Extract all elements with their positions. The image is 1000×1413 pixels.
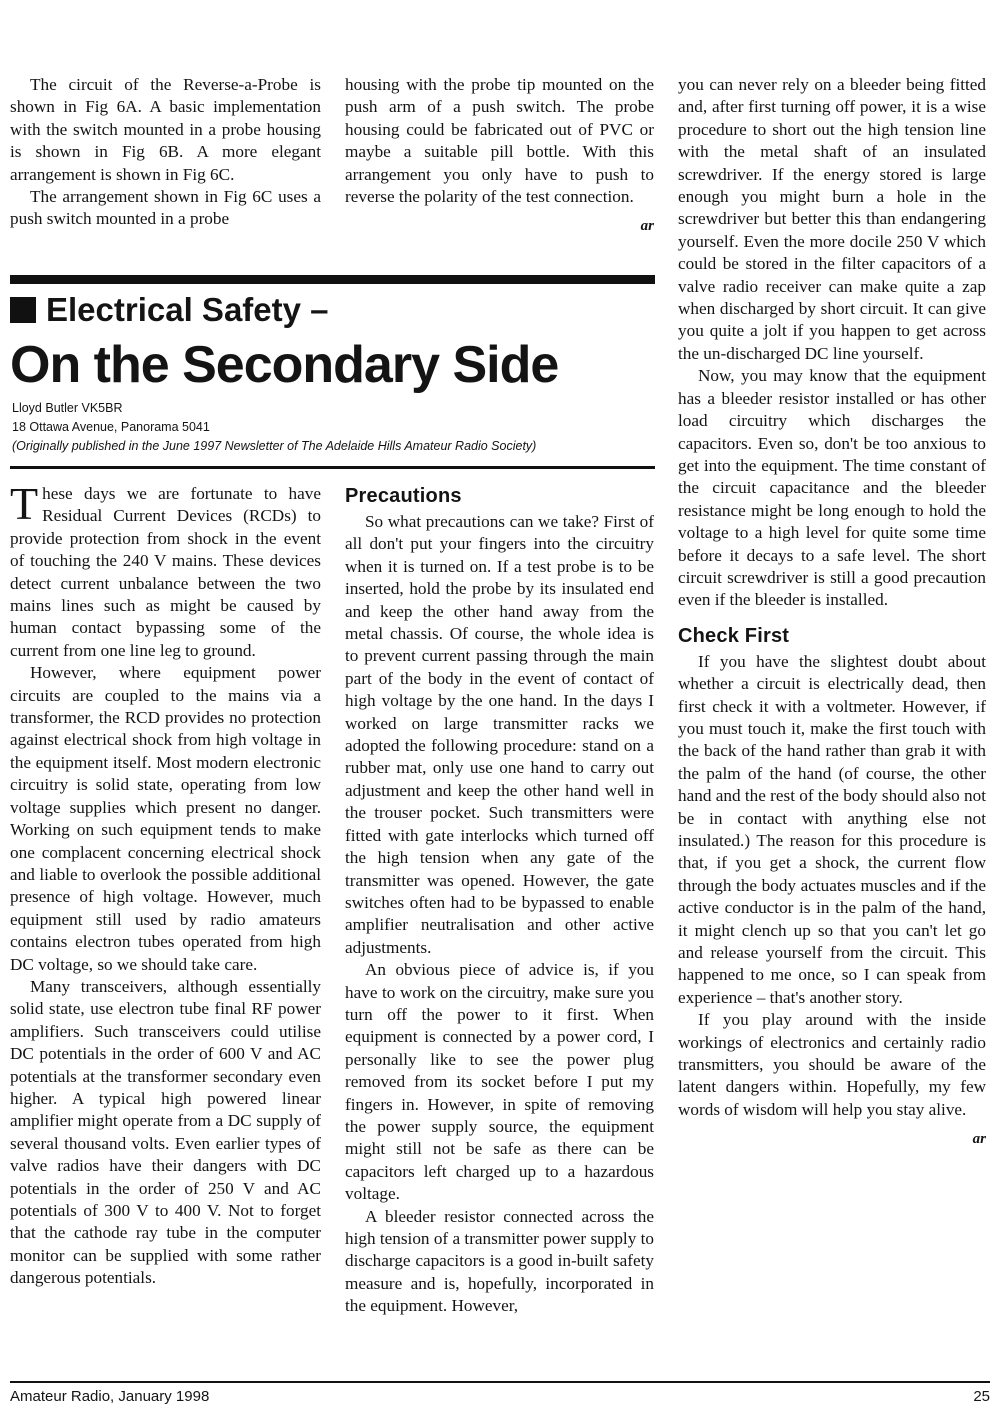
col3-paragraph: you can never rely on a bleeder being fitted and, after first turning off power, it is a wise procedure to short out the high tension line with the metal shaft of an insulated screwdriver. If the energy stored is large enough you might burn a hole in the screwdriver but better this than endangering yourself. Even the more docile 250 V which could be stored in the filter capacitors of a valve radio receiver can make quite a zap when discharged by short circuit. It can give you quite a jolt if you happen to get across the un-discharged DC line yourself. — [678, 75, 986, 363]
footer-rule — [10, 1381, 990, 1383]
author: Lloyd Butler VK5BR — [12, 401, 123, 415]
byline — [12, 399, 652, 456]
col2-paragraph: So what precautions can we take? First of all don't put your fingers into the circuitry when it is turned on. If a test probe is to be inserted, hold the probe by its insulated end and keep the other hand away from the metal chassis. Of course, the whole idea is to prevent current passing through the main part of the body in the event of contact of high voltage by the one hand. In the days I worked on large transmitter racks we adopted the following procedure: stand on a rubber mat, only use one hand to carry out adjustment and keep the other hand well in the trouser pocket. Such transmitters were fitted with gate interlocks which turned off the high tension when any gate of the transmitter was opened. However, the gate switches often had to be bypassed to enable amplifier neutralisation and other active adjustments. — [345, 512, 654, 957]
col3-paragraph: If you have the slightest doubt about whether a circuit is electrically dead, then first check it with a voltmeter. However, if you must touch it, make the first touch with the back of the hand rather than grab it with the palm of the hand (of course, the other hand and the rest of the body should also not be in contact with anything else not insulated.) The reason for this procedure is that, if you get a shock, the current flow through the body actuates muscles and if the active conductor is in the palm of the hand, it might clench up so that you can't let go and release yourself from the circuit. This happened to me once, so I can speak from experience – that's another story. — [678, 651, 986, 1007]
col1-paragraph — [10, 478, 321, 662]
column-2 — [345, 484, 654, 1318]
square-bullet-icon — [10, 297, 36, 323]
column-3 — [678, 74, 986, 1149]
col3-paragraph: If you play around with the inside workings of electronics and certainly radio transmitters, you should be aware of the latent dangers within. Hopefully, my few words of wisdom will help you stay alive. — [678, 1010, 986, 1119]
col2-paragraph: A bleeder resistor connected across the high tension of a transmitter power supply to discharge capacitors is a good in-built safety measure and is, hopefully, incorporated in the equipment. However, — [345, 1206, 654, 1316]
prev-article-paragraph: The arrangement shown in Fig 6C uses a push switch mounted in a probe — [10, 187, 321, 229]
col2-paragraph: An obvious piece of advice is, if you have to work on the circuitry, make sure you turn off the power to it first. When equipment is connected by a power cord, I personally like to see the power plug removed from its socket before I put my fingers in. However, in spite of removing the power supply source, the equipment might still not be safe as there can be capacitors left charged up to a hazardous voltage. — [345, 960, 654, 1204]
origin-note: (Originally published in the June 1997 Newsletter of The Adelaide Hills Amateur Radio Society) — [12, 439, 537, 453]
heading-precautions: Precautions — [345, 485, 462, 507]
drop-cap: T — [10, 478, 39, 529]
heading-check-first: Check First — [678, 624, 790, 647]
col1-paragraph-text: hese days we are fortunate to have Residual Current Devices (RCDs) to provide protection from shock in the event of touching the 240 V mains. These devices detect current unbalance between the two mains lines such as might be caused by human contact bypassing some of the current from one line leg to ground. — [10, 484, 321, 660]
prev-article-col1 — [10, 74, 321, 231]
col3-paragraph: Now, you may know that the equipment has a bleeder resistor installed or has other load circuitry which discharges the capacitors. Even so, don't be too anxious to get into the equipment. The time constant of the circuit capacitance and the bleeder resistance might be long enough to hold the voltage to a high level for quite some time before it decays to a safe level. The short circuit screwdriver is still a good precaution even if the bleeder is installed. — [678, 366, 986, 610]
col1-paragraph: Many transceivers, although essentially solid state, use electron tube final RF power amplifiers. Such transceivers could utilise DC potentials in the order of 600 V and AC potentials at the transformer secondary even higher. A typical high powered linear amplifier might operate from a DC supply of several thousand volts. Even earlier types of valve radios have their dangers with DC potentials in the order of 250 V and AC potentials of 300 V to 400 V. Not to forget that the cathode ray tube in the computer monitor can be supplied with some rather dangerous potentials. — [10, 976, 321, 1288]
article-title-line2: On the Secondary Side — [10, 336, 559, 394]
footer-page-number: 25 — [973, 1388, 990, 1405]
prev-article-col2 — [345, 74, 654, 236]
end-mark: ar — [972, 1131, 986, 1148]
address: 18 Ottawa Avenue, Panorama 5041 — [12, 420, 210, 434]
column-1 — [10, 478, 321, 1290]
prev-article-paragraph: The circuit of the Reverse-a-Probe is shown in Fig 6A. A basic implementation with the switch mounted in a probe housing is shown in Fig 6B. A more elegant arrangement is shown in Fig 6C. — [10, 75, 321, 184]
title-top-rule — [10, 275, 655, 284]
article-title-text: Electrical Safety – — [46, 291, 329, 328]
end-mark: ar — [640, 218, 654, 235]
col1-paragraph: However, where equipment power circuits are coupled to the mains via a transformer, the RCD provides no protection against electrical shock from high voltage in the equipment itself. Most modern electronic circuitry is solid state, operating from low voltage supplies which present no danger. Working on such equipment tends to make one complacent concerning electrical shock and liable to overlook the possible additional presence of high voltage. However, much equipment still used by radio amateurs contains electron tubes operated from high DC voltage, so we should take care. — [10, 663, 321, 974]
footer-publication: Amateur Radio, January 1998 — [10, 1388, 210, 1405]
article-title-line1 — [10, 290, 650, 330]
prev-article-paragraph: housing with the probe tip mounted on the push arm of a push switch. The probe housing could be fabricated out of PVC or maybe a suitable pill bottle. With this arrangement you only have to push to reverse the polarity of the test connection. — [345, 75, 654, 207]
title-bottom-rule — [10, 466, 655, 469]
